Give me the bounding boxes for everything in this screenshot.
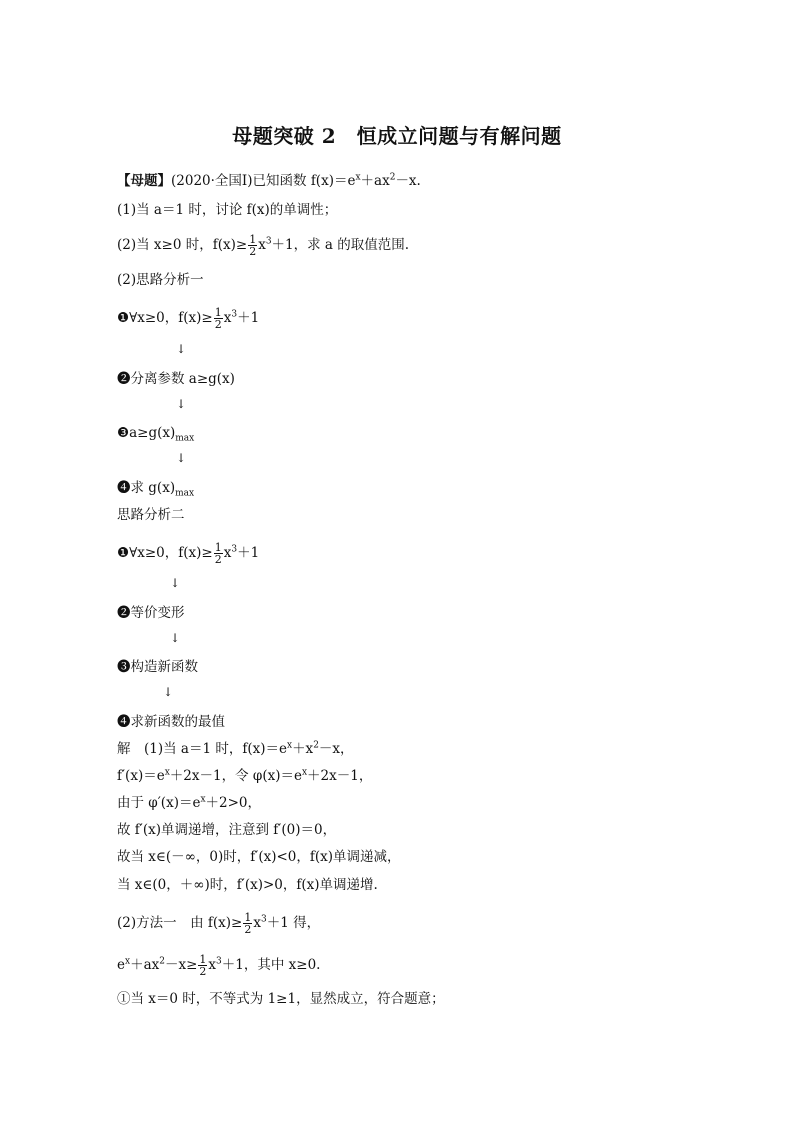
down-arrow-icon: ↓ xyxy=(176,397,187,411)
solution-line-9: ①当 x＝0 时，不等式为 1≥1，显然成立，符合题意； xyxy=(117,991,445,1007)
exp: 2 xyxy=(389,172,396,183)
problem-statement xyxy=(117,172,421,190)
solution-line-1 xyxy=(117,740,354,758)
fraction-half xyxy=(248,234,257,257)
sol-text: ＋2x－1，令 φ(x)＝e xyxy=(169,768,302,784)
step-text: ❶∀x≥0，f(x)≥ xyxy=(117,310,213,326)
analysis2-step3: ❸构造新函数 xyxy=(117,659,198,675)
fraction-half xyxy=(243,912,252,935)
down-arrow-icon: ↓ xyxy=(163,685,174,699)
analysis2-step2: ❷等价变形 xyxy=(117,605,185,621)
frac-num: 1 xyxy=(214,306,222,319)
frac-num: 1 xyxy=(214,541,222,554)
solution-line-8 xyxy=(117,954,320,977)
sol-text: (2)方法一 由 f(x)≥ xyxy=(117,915,243,931)
problem-part1: (1)当 a＝1 时，讨论 f(x)的单调性； xyxy=(117,202,338,218)
analysis1-step1 xyxy=(117,307,259,330)
sol-text: x xyxy=(253,915,261,931)
exp: 2 xyxy=(159,956,165,967)
down-arrow-icon: ↓ xyxy=(170,631,181,645)
analysis1-step2: ❷分离参数 a≥g(x) xyxy=(117,371,235,387)
sol-text: ＋x xyxy=(292,741,314,757)
frac-num: 1 xyxy=(199,953,207,966)
frac-num: 1 xyxy=(249,233,257,246)
problem-func-mid: ＋ax xyxy=(360,173,390,189)
page-title: 母题突破 2 恒成立问题与有解问题 xyxy=(232,124,562,148)
problem-source: (2020·全国Ⅰ)已知函数 xyxy=(171,173,311,189)
step-text: x xyxy=(223,545,232,561)
sol-text: －x， xyxy=(318,741,354,757)
sol-text: 解 (1)当 a＝1 时，f(x)＝e xyxy=(117,741,287,757)
frac-num: 1 xyxy=(244,911,252,924)
analysis2-step4: ❹求新函数的最值 xyxy=(117,714,225,730)
sol-text: ＋1 得， xyxy=(266,915,321,931)
exp: 2 xyxy=(313,740,319,751)
step-text: ＋1 xyxy=(237,545,260,561)
exp: x xyxy=(286,740,293,751)
problem-part2 xyxy=(117,234,409,257)
problem-tag: 【母题】 xyxy=(117,173,171,189)
frac-den: 2 xyxy=(199,965,207,978)
analysis1-step3 xyxy=(117,424,194,442)
exp: 3 xyxy=(231,544,238,555)
analysis2-step1 xyxy=(117,542,259,565)
analysis1-heading: (2)思路分析一 xyxy=(117,272,204,288)
fraction-half xyxy=(214,307,223,330)
sol-text: ＋ax xyxy=(130,957,160,973)
solution-line-6: 当 x∈(0，＋∞)时，f′(x)>0，f(x)单调递增. xyxy=(117,877,378,893)
exp: 3 xyxy=(261,914,267,925)
exp: x xyxy=(301,767,308,778)
analysis1-step4 xyxy=(117,479,194,497)
exp: 3 xyxy=(231,309,238,320)
part2-text-a: (2)当 x≥0 时，f(x)≥ xyxy=(117,237,248,253)
exp: x xyxy=(125,956,131,967)
solution-line-2 xyxy=(117,767,372,785)
exp: x xyxy=(164,767,170,778)
solution-line-3 xyxy=(117,794,261,812)
step-text: ＋1 xyxy=(237,310,260,326)
step-text: ❶∀x≥0，f(x)≥ xyxy=(117,545,213,561)
solution-line-5: 故当 x∈(－∞，0)时，f′(x)<0，f(x)单调递减， xyxy=(117,849,401,865)
exp: x xyxy=(200,794,206,805)
sol-text: x xyxy=(208,957,217,973)
subscript: max xyxy=(175,488,195,499)
fraction-half xyxy=(198,954,207,977)
solution-line-4: 故 f′(x)单调递增，注意到 f′(0)＝0， xyxy=(117,822,337,838)
exp: 3 xyxy=(216,956,222,967)
fraction-half xyxy=(214,542,223,565)
frac-den: 2 xyxy=(249,245,257,258)
down-arrow-icon: ↓ xyxy=(176,342,187,356)
sol-text: ＋2>0， xyxy=(205,795,262,811)
step-text: ❸a≥g(x) xyxy=(117,425,176,441)
down-arrow-icon: ↓ xyxy=(170,576,181,590)
part2-text-c: ＋1，求 a 的取值范围. xyxy=(271,237,410,253)
problem-func: f(x)＝e xyxy=(310,173,356,189)
sol-text: f′(x)＝e xyxy=(117,768,165,784)
sol-text: －x≥ xyxy=(164,957,198,973)
sol-text: ＋2x－1， xyxy=(307,768,373,784)
sol-text: ＋1，其中 x≥0. xyxy=(221,957,321,973)
sol-text: 由于 φ′(x)＝e xyxy=(117,795,201,811)
exp: x xyxy=(355,172,361,183)
analysis2-heading: 思路分析二 xyxy=(117,507,185,523)
frac-den: 2 xyxy=(244,923,252,936)
exp: 3 xyxy=(265,236,272,247)
part2-text-b: x xyxy=(258,237,266,253)
subscript: max xyxy=(175,433,195,444)
step-text: x xyxy=(223,310,232,326)
sol-text: e xyxy=(117,957,125,973)
problem-func-end: －x. xyxy=(395,173,421,189)
step-text: ❹求 g(x) xyxy=(117,480,176,496)
solution-line-7 xyxy=(117,912,320,935)
down-arrow-icon: ↓ xyxy=(176,451,187,465)
frac-den: 2 xyxy=(214,553,222,566)
frac-den: 2 xyxy=(214,318,222,331)
